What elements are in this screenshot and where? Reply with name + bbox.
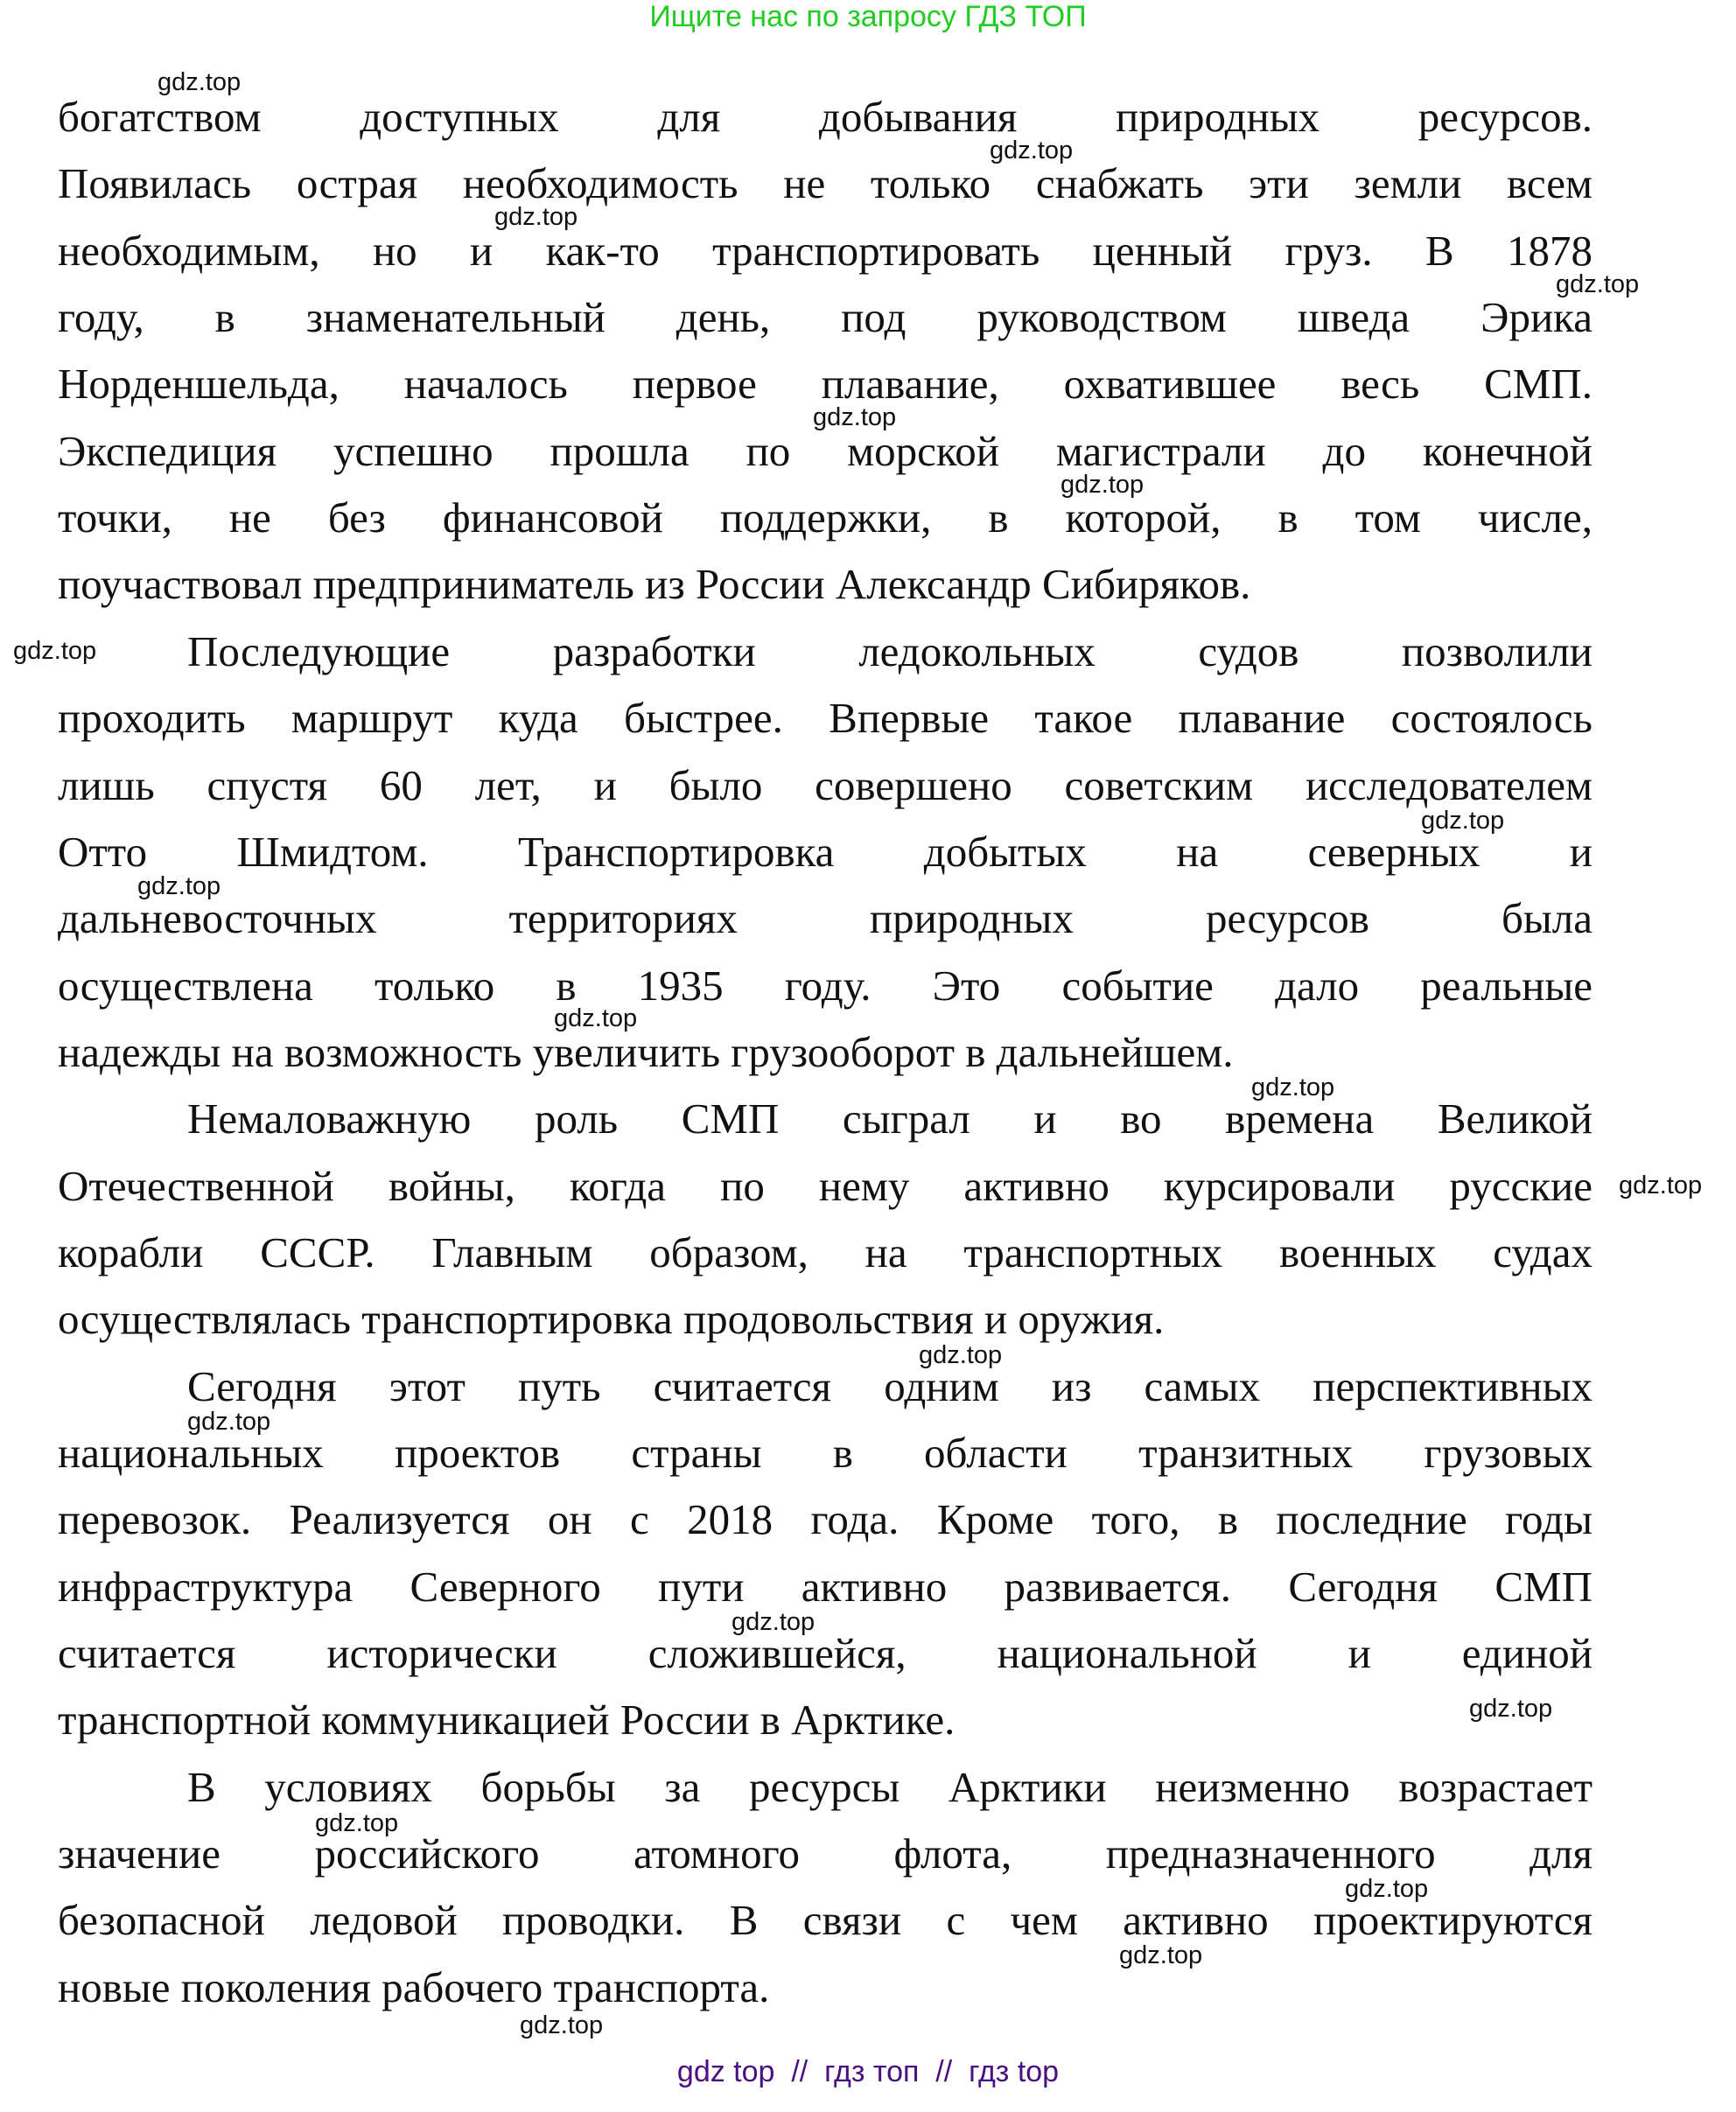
watermark-label: gdz.top	[13, 637, 97, 665]
text-line: перевозок. Реализуется он с 2018 года. Кроме того, в последние годы	[58, 1495, 1592, 1544]
text-line: Отечественной войны, когда по нему активно курсировали русские	[58, 1161, 1592, 1210]
text-line: Последующие разработки ледокольных судов позволили	[187, 626, 1592, 675]
text-line: необходимым, но и как-то транспортировать ценный груз. В 1878	[58, 226, 1592, 275]
text-line: значение российского атомного флота, предназначенного для	[58, 1829, 1592, 1878]
text-line: транспортной коммуникацией России в Арктике.	[58, 1696, 956, 1745]
text-line: В условиях борьбы за ресурсы Арктики неизменно возрастает	[187, 1762, 1592, 1811]
search-hint-header: Ищите нас по запросу ГДЗ ТОП	[649, 0, 1087, 33]
watermark-label: gdz.top	[1469, 1695, 1553, 1723]
watermark-label: gdz.top	[1060, 471, 1144, 499]
text-line: Отто Шмидтом. Транспортировка добытых на северных и	[58, 827, 1592, 876]
text-line: надежды на возможность увеличить грузооборот в дальнейшем.	[58, 1027, 1234, 1076]
watermark-label: gdz.top	[813, 403, 897, 431]
text-line: богатством доступных для добывания природных ресурсов.	[58, 93, 1592, 141]
text-line: году, в знаменательный день, под руководством шведа Эрика	[58, 293, 1592, 341]
text-line: проходить маршрут куда быстрее. Впервые такое плавание состоялось	[58, 694, 1592, 743]
text-line: Норденшельда, началось первое плавание, охватившее весь СМП.	[58, 360, 1592, 409]
watermark-label: gdz.top	[1251, 1073, 1335, 1101]
watermark-label: gdz.top	[919, 1341, 1003, 1369]
watermark-label: gdz.top	[554, 1004, 638, 1032]
watermark-label: gdz.top	[137, 872, 221, 900]
text-line: Экспедиция успешно прошла по морской магистрали до конечной	[58, 426, 1592, 475]
watermark-label: gdz.top	[1345, 1875, 1429, 1903]
text-line: осуществлялась транспортировка продовольствия и оружия.	[58, 1295, 1165, 1344]
watermark-label: gdz.top	[732, 1608, 816, 1636]
watermark-label: gdz.top	[1119, 1941, 1203, 1969]
text-line: Появилась острая необходимость не только снабжать эти земли всем	[58, 159, 1592, 208]
watermark-label: gdz.top	[494, 203, 578, 231]
text-line: национальных проектов страны в области транзитных грузовых	[58, 1428, 1592, 1477]
watermark-label: gdz.top	[158, 68, 242, 96]
text-line: точки, не без финансовой поддержки, в которой, в том числе,	[58, 493, 1592, 542]
watermark-label: gdz.top	[187, 1408, 271, 1436]
watermark-label: gdz.top	[520, 2011, 604, 2039]
text-line: Сегодня этот путь считается одним из самых перспективных	[187, 1361, 1592, 1410]
watermark-label: gdz.top	[1556, 270, 1640, 298]
watermark-label: gdz.top	[990, 136, 1074, 164]
text-line: дальневосточных территориях природных ресурсов была	[58, 894, 1592, 943]
footer-watermark: gdz top // гдз топ // гдз top	[676, 2055, 1060, 2088]
text-line: безопасной ледовой проводки. В связи с чем активно проектируются	[58, 1896, 1592, 1945]
text-line: корабли СССР. Главным образом, на транспортных военных судах	[58, 1227, 1592, 1276]
text-line: осуществлена только в 1935 году. Это событие дало реальные	[58, 961, 1592, 1010]
text-line: новые поколения рабочего транспорта.	[58, 1962, 770, 2011]
text-line: поучаствовал предприниматель из России Александр Сибиряков.	[58, 560, 1251, 609]
text-line: инфраструктура Северного пути активно развивается. Сегодня СМП	[58, 1562, 1592, 1611]
text-line: Немаловажную роль СМП сыграл и во времена Великой	[187, 1094, 1592, 1143]
text-line: лишь спустя 60 лет, и было совершено советским исследователем	[58, 760, 1592, 809]
watermark-label: gdz.top	[1421, 807, 1505, 835]
watermark-label: gdz.top	[315, 1809, 399, 1837]
watermark-label: gdz.top	[1619, 1171, 1703, 1199]
text-line: считается исторически сложившейся, национальной и единой	[58, 1629, 1592, 1677]
